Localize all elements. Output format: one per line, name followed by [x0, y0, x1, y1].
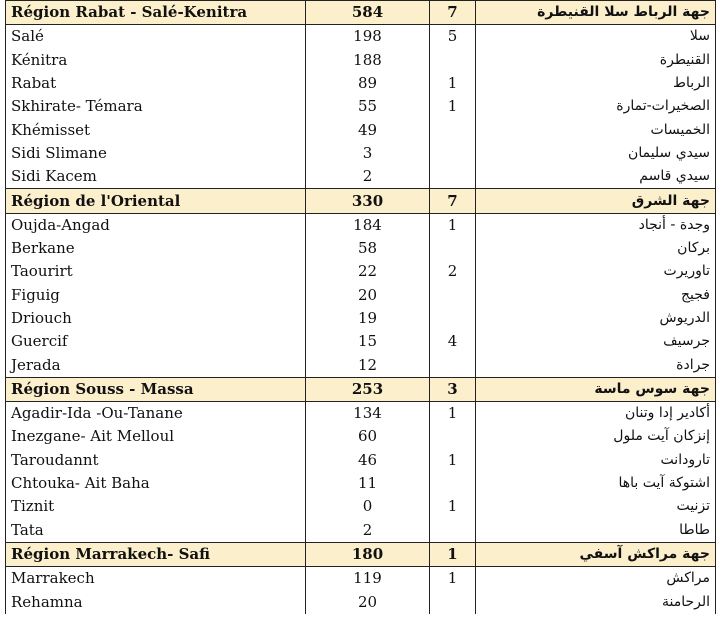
region-deaths: 7 [430, 189, 476, 213]
region-cases: 180 [306, 542, 430, 566]
province-deaths [430, 49, 476, 72]
province-name-ar: الرباط [476, 72, 716, 95]
province-name-ar: تارودانت [476, 449, 716, 472]
province-name: Berkane [6, 237, 306, 260]
province-cases: 19 [306, 307, 430, 330]
region-deaths: 3 [430, 377, 476, 401]
province-deaths: 5 [430, 25, 476, 49]
region-name: Région Marrakech- Safi [6, 542, 306, 566]
province-deaths: 1 [430, 72, 476, 95]
province-name-ar: الدريوش [476, 307, 716, 330]
province-row [6, 307, 716, 330]
province-name-ar: طاطا [476, 519, 716, 543]
province-deaths [430, 353, 476, 377]
province-row [6, 590, 716, 613]
province-name-ar: تزنيت [476, 495, 716, 518]
province-cases: 22 [306, 260, 430, 283]
province-name-ar: اشتوكة آيت باها [476, 472, 716, 495]
province-name: Salé [6, 25, 306, 49]
province-deaths: 1 [430, 213, 476, 237]
province-name-ar: الصخيرات-تمارة [476, 95, 716, 118]
province-row [6, 495, 716, 518]
province-deaths [430, 165, 476, 189]
region-name: Région de l'Oriental [6, 189, 306, 213]
province-cases: 12 [306, 353, 430, 377]
province-name-ar: سيدي قاسم [476, 165, 716, 189]
province-cases: 20 [306, 284, 430, 307]
province-deaths: 1 [430, 567, 476, 591]
province-name-ar: سيدي سليمان [476, 142, 716, 165]
province-row [6, 260, 716, 283]
province-name-ar: وجدة - أنجاد [476, 213, 716, 237]
province-name-ar: سلا [476, 25, 716, 49]
province-cases: 11 [306, 472, 430, 495]
cases-by-region-table [5, 0, 716, 614]
province-name-ar: تاوريرت [476, 260, 716, 283]
province-name: Tata [6, 519, 306, 543]
region-cases: 330 [306, 189, 430, 213]
province-name-ar: جرسيف [476, 330, 716, 353]
province-cases: 2 [306, 165, 430, 189]
province-row [6, 330, 716, 353]
province-cases: 184 [306, 213, 430, 237]
province-name: Kénitra [6, 49, 306, 72]
region-row [6, 542, 716, 566]
province-deaths [430, 472, 476, 495]
province-name-ar: إنزكان آيت ملول [476, 425, 716, 448]
province-row [6, 72, 716, 95]
province-name: Guercif [6, 330, 306, 353]
province-name: Oujda-Angad [6, 213, 306, 237]
province-row [6, 142, 716, 165]
province-row [6, 49, 716, 72]
province-name: Taroudannt [6, 449, 306, 472]
region-cases: 584 [306, 1, 430, 25]
region-name-ar: جهة الرباط سلا القنيطرة [476, 1, 716, 25]
province-cases: 46 [306, 449, 430, 472]
province-deaths: 1 [430, 495, 476, 518]
province-name-ar: الرحامنة [476, 590, 716, 613]
region-row [6, 189, 716, 213]
province-name: Sidi Slimane [6, 142, 306, 165]
province-name-ar: أكادير إدا وتنان [476, 402, 716, 426]
province-name: Rabat [6, 72, 306, 95]
province-row [6, 472, 716, 495]
province-name: Khémisset [6, 118, 306, 141]
province-deaths: 1 [430, 402, 476, 426]
province-row [6, 425, 716, 448]
province-cases: 134 [306, 402, 430, 426]
province-row [6, 213, 716, 237]
province-name: Driouch [6, 307, 306, 330]
province-deaths [430, 237, 476, 260]
region-deaths: 7 [430, 1, 476, 25]
province-deaths [430, 425, 476, 448]
province-deaths: 1 [430, 95, 476, 118]
province-name: Marrakech [6, 567, 306, 591]
province-name-ar: بركان [476, 237, 716, 260]
province-row [6, 25, 716, 49]
province-row [6, 449, 716, 472]
province-name-ar: الخميسات [476, 118, 716, 141]
province-row [6, 237, 716, 260]
region-name-ar: جهة سوس ماسة [476, 377, 716, 401]
region-row [6, 1, 716, 25]
province-cases: 15 [306, 330, 430, 353]
province-row [6, 567, 716, 591]
province-row [6, 95, 716, 118]
province-cases: 58 [306, 237, 430, 260]
region-name-ar: جهة الشرق [476, 189, 716, 213]
province-name: Rehamna [6, 590, 306, 613]
province-name: Sidi Kacem [6, 165, 306, 189]
province-deaths [430, 590, 476, 613]
province-name: Tiznit [6, 495, 306, 518]
province-row [6, 402, 716, 426]
province-name: Agadir-Ida -Ou-Tanane [6, 402, 306, 426]
province-name: Taourirt [6, 260, 306, 283]
province-row [6, 118, 716, 141]
province-row [6, 519, 716, 543]
province-row [6, 353, 716, 377]
province-name: Figuig [6, 284, 306, 307]
province-name: Jerada [6, 353, 306, 377]
province-name-ar: مراكش [476, 567, 716, 591]
province-cases: 119 [306, 567, 430, 591]
province-deaths: 1 [430, 449, 476, 472]
province-name-ar: فجيج [476, 284, 716, 307]
province-cases: 2 [306, 519, 430, 543]
province-name-ar: جرادة [476, 353, 716, 377]
province-deaths [430, 519, 476, 543]
province-deaths [430, 142, 476, 165]
region-name: Région Rabat - Salé-Kenitra [6, 1, 306, 25]
region-deaths: 1 [430, 542, 476, 566]
province-cases: 89 [306, 72, 430, 95]
region-row [6, 377, 716, 401]
province-name-ar: القنيطرة [476, 49, 716, 72]
table-body [6, 1, 716, 614]
province-row [6, 165, 716, 189]
province-deaths [430, 118, 476, 141]
province-cases: 60 [306, 425, 430, 448]
province-deaths: 4 [430, 330, 476, 353]
province-cases: 20 [306, 590, 430, 613]
province-deaths: 2 [430, 260, 476, 283]
region-name-ar: جهة مراكش آسفي [476, 542, 716, 566]
province-row [6, 284, 716, 307]
province-deaths [430, 307, 476, 330]
province-name: Skhirate- Témara [6, 95, 306, 118]
province-name: Chtouka- Ait Baha [6, 472, 306, 495]
province-cases: 49 [306, 118, 430, 141]
province-deaths [430, 284, 476, 307]
province-name: Inezgane- Ait Melloul [6, 425, 306, 448]
province-cases: 188 [306, 49, 430, 72]
province-cases: 198 [306, 25, 430, 49]
region-name: Région Souss - Massa [6, 377, 306, 401]
province-cases: 55 [306, 95, 430, 118]
province-cases: 3 [306, 142, 430, 165]
province-cases: 0 [306, 495, 430, 518]
region-cases: 253 [306, 377, 430, 401]
